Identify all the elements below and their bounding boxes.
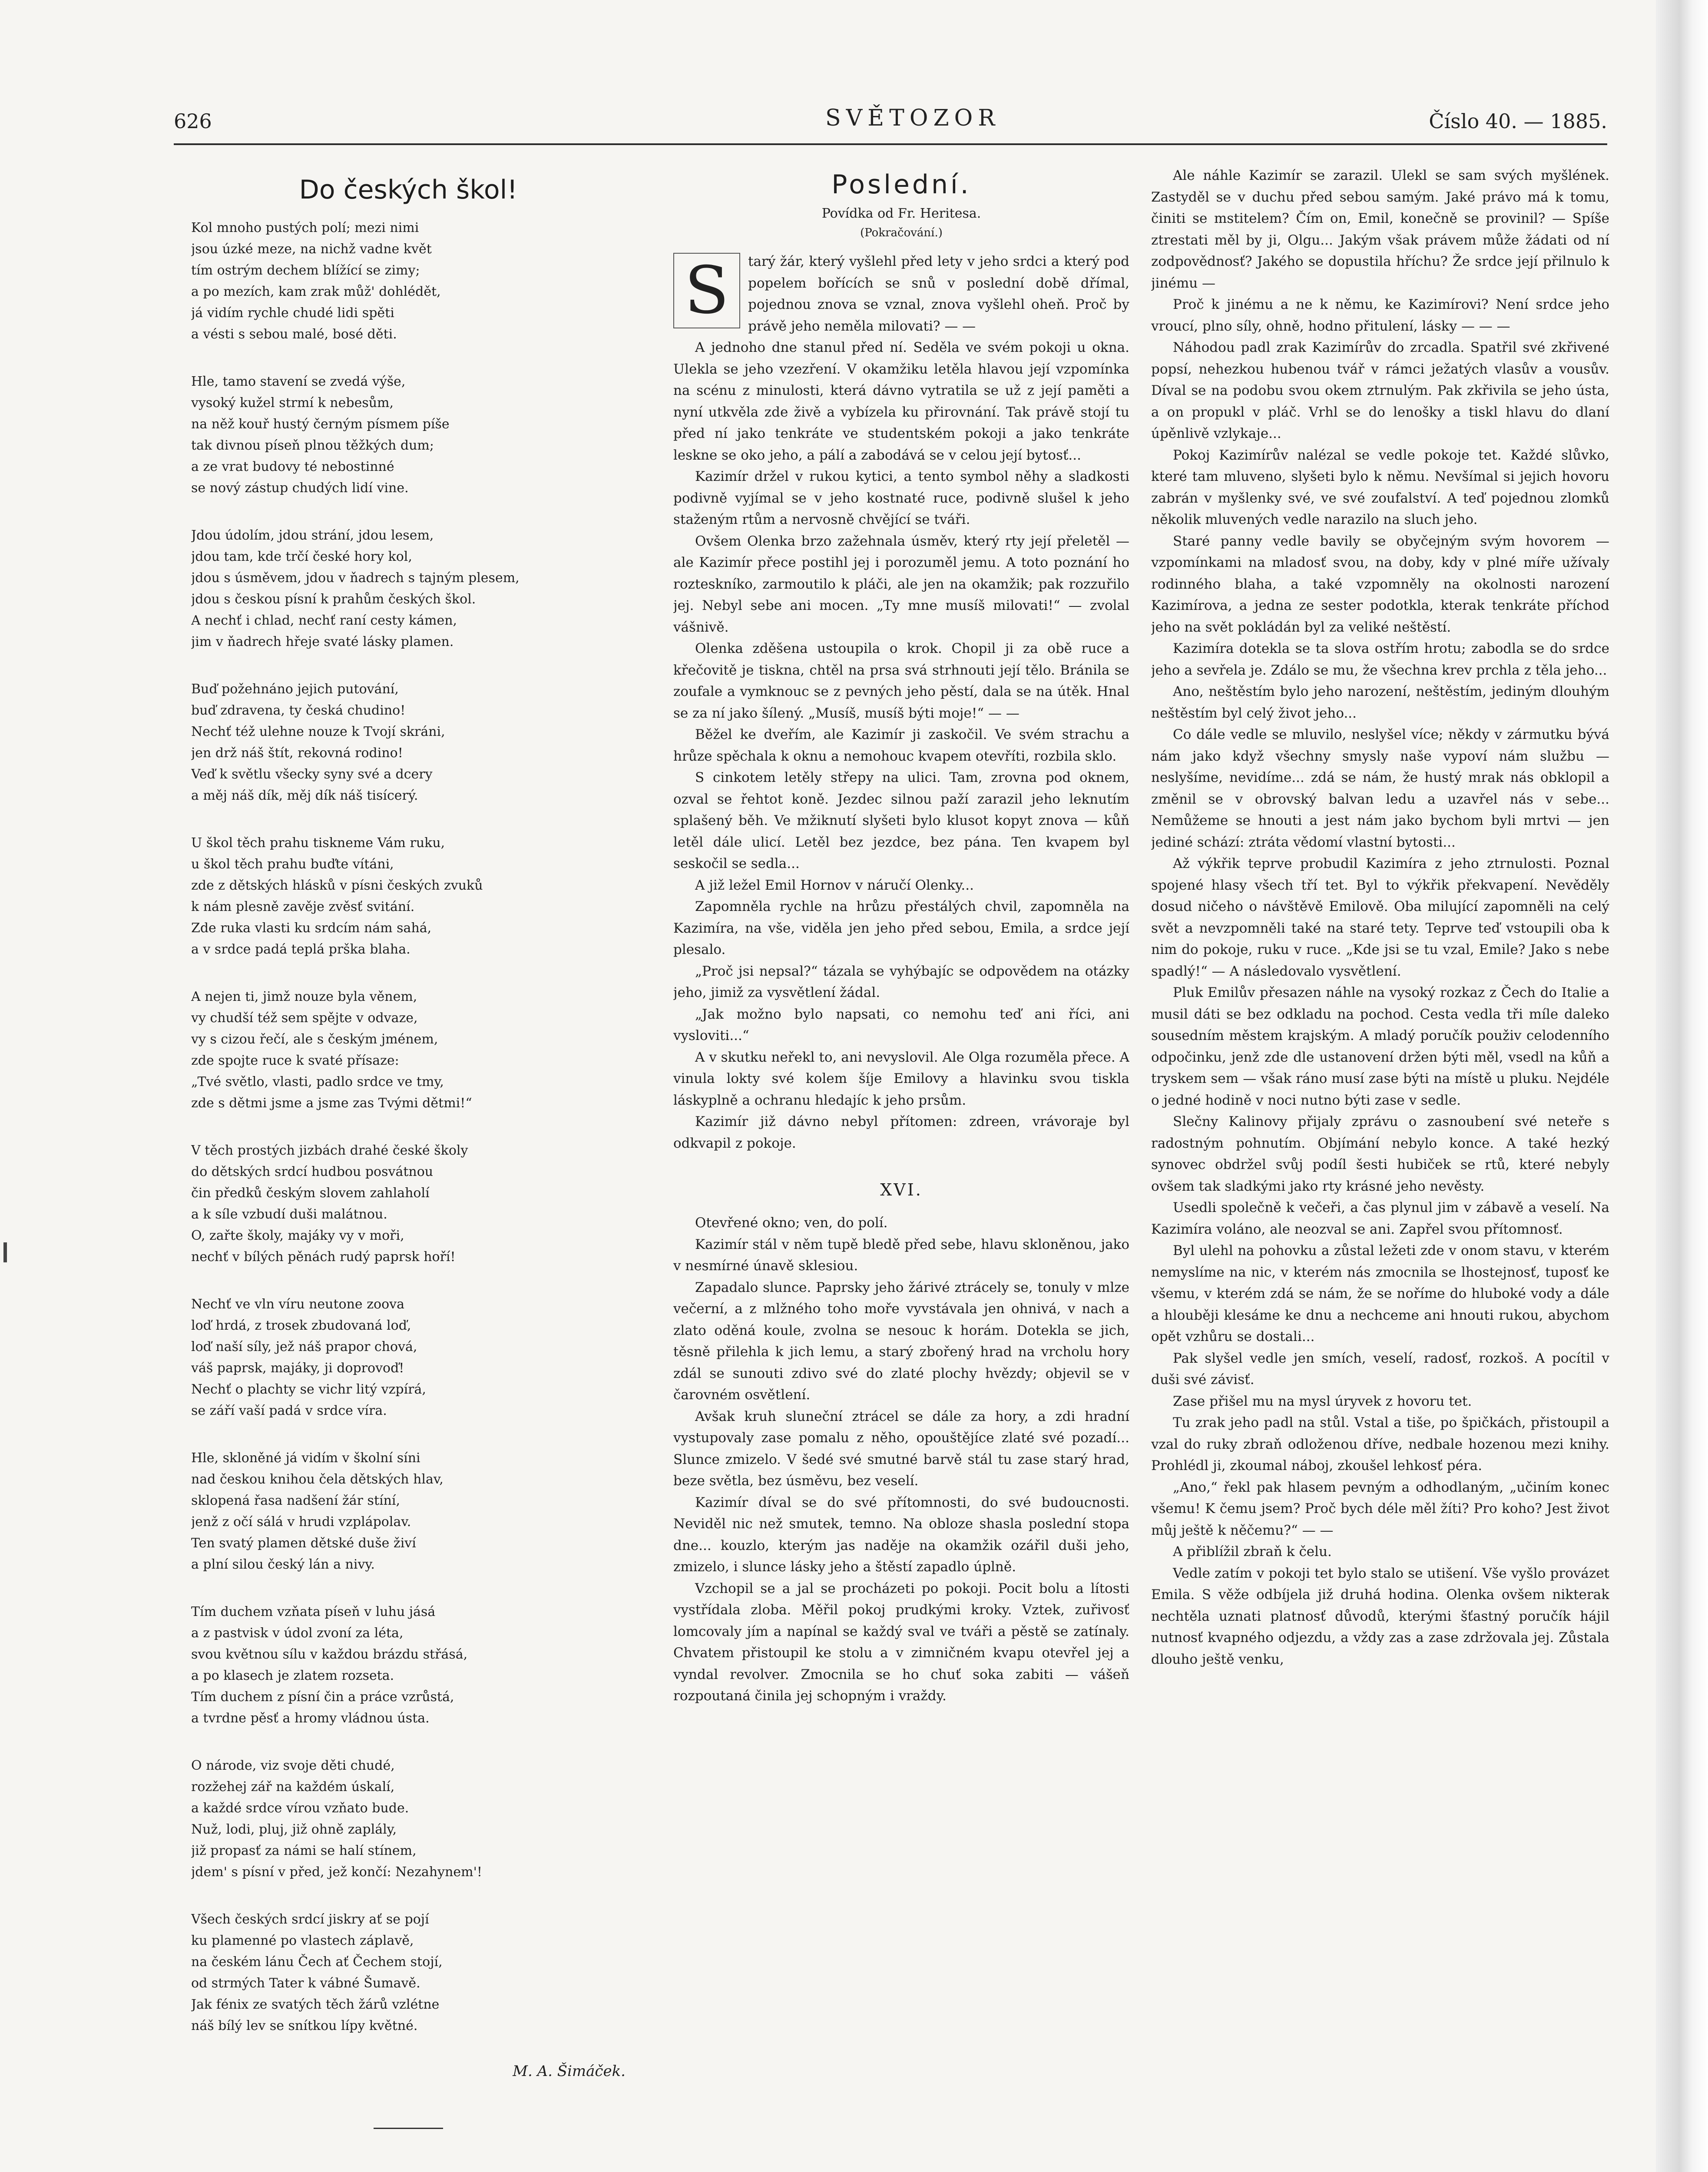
story-paragraph: Byl ulehl na pohovku a zůstal ležeti zde v onom stavu, v kterém nemyslíme na nic, v kterém nás zmocnila se lhostejnosť, tuposť ke všemu, v kterém zdá se nám, že se noříme do hluboké vody a dále a hlouběji klesáme ke dnu a nechceme ani hnouti rukou, abychom opět vzhůru se dostali...	[1151, 1243, 1609, 1344]
story-paragraph: Olenka zděšena ustoupila o krok. Chopil ji za obě ruce a křečovitě je tiskna, chtěl na prsa svá strhnouti její tělo. Bránila se zoufale a vymknouc se z pevných jeho pěstí, dala se na útěk. Hnal se za ní jako šílený. „Musíš, musíš býti moje!“ — —	[673, 641, 1129, 721]
poem-line: zde z dětských hlásků v písni českých zvuků	[191, 878, 483, 893]
poem-line: od strmých Tater k vábné Šumavě.	[191, 1976, 420, 1991]
poem-line: a z pastvisk v údol zvoní za léta,	[191, 1626, 404, 1641]
story-paragraph: Pluk Emilův přesazen náhle na vysoký rozkaz z Čech do Italie a musil dáti se bez odkladu na pochod. Cesta vedla tři míle daleko sousedním městem krajským. A mladý poručík použiv celodenního odpočinku, jenž zde dle ustanovení držen býti měl, vsedl na kůň a tryskem sem — však ráno musí zase býti na místě u pluku. Nejdéle o jedné hodině v noci nutno býti zase v sedle.	[1151, 985, 1609, 1108]
poem-line: a každé srdce vírou vzňato bude.	[191, 1801, 409, 1816]
poem-stanza	[191, 525, 626, 652]
poem-line: Nechť též ulehne nouze k Tvojí skráni,	[191, 724, 445, 739]
story-paragraphs-c	[1151, 165, 1609, 1670]
poem-line: a vésti s sebou malé, bosé děti.	[191, 327, 397, 342]
poem-line: u škol těch prahu buďte vítáni,	[191, 857, 394, 872]
story-paragraphs-b	[673, 1212, 1129, 1707]
poem-author: M. A. Šimáček.	[513, 2063, 626, 2080]
story-title: Poslední.	[831, 169, 971, 200]
story-paragraph: „Ano,“ řekl pak hlasem pevným a odhodlaným, „učiním konec všemu! K čemu jsem? Proč bych déle měl žíti? Pro koho? Jest život můj ještě k něčemu?“ — —	[1151, 1479, 1609, 1538]
poem-line: rozžehej zář na každém úskalí,	[191, 1779, 395, 1795]
poem-body	[191, 217, 626, 2036]
poem-line: čin předků českým slovem zahlaholí	[191, 1185, 430, 1201]
poem-line: Kol mnoho pustých polí; mezi nimi	[191, 220, 419, 235]
story-paragraph: A v skutku neřekl to, ani nevyslovil. Ale Olga rozuměla přece. A vinula lokty své kolem šíje Emilovy a hlavinku svou tiskla láskyplně a ochranu hledajíc k jeho prsům.	[673, 1049, 1129, 1108]
story-subtitle: Povídka od Fr. Heritesa.	[821, 206, 981, 221]
dropcap-letter: S	[684, 253, 729, 328]
poem-line: jdou s úsměvem, jdou v ňadrech s tajným plesem,	[191, 570, 520, 586]
poem-line: jsou úzké meze, na nichž vadne květ	[191, 242, 432, 257]
poem-line: Jdou údolím, jdou strání, jdou lesem,	[191, 528, 434, 543]
poem-line: a měj náš dík, měj dík náš tisícerý.	[191, 788, 418, 803]
story-paragraph: Kazimír již dávno nebyl přítomen: zdreen, vrávoraje byl odkvapil z pokoje.	[673, 1114, 1129, 1151]
story-paragraph: „Proč jsi nepsal?“ tázala se vyhýbajíc se odpovědem na otázky jeho, jimiž za vysvětlení žádal.	[673, 963, 1129, 1000]
poem-stanza	[191, 986, 626, 1114]
story-paragraph: Otevřené okno; ven, do polí.	[695, 1215, 888, 1231]
poem-line: Tím duchem vzňata píseň v luhu jásá	[191, 1604, 436, 1619]
story-paragraph: Ano, neštěstím bylo jeho narození, neštěstím, jediným dlouhým neštěstím byl celý život jeho...	[1151, 684, 1609, 721]
poem-stanza	[191, 217, 626, 345]
story-paragraph: Zase přišel mu na mysl úryvek z hovoru tet.	[1173, 1393, 1472, 1409]
poem-line: a plní silou český lán a nivy.	[191, 1557, 375, 1572]
poem-stanza	[191, 679, 626, 806]
poem-stanza	[191, 832, 626, 960]
poem-line: A nechť i chlad, nechť raní cesty kámen,	[191, 613, 457, 628]
poem-line: se září vaší padá v srdce víra.	[191, 1403, 387, 1418]
poem-line: Hle, tamo stavení se zvedá výše,	[191, 374, 406, 389]
poem-stanza	[191, 371, 626, 499]
poem-line: Jak fénix ze svatých těch žárů vzlétne	[191, 1997, 440, 2012]
story-paragraph: Náhodou padl zrak Kazimírův do zrcadla. Spatřil své zkřivené popsí, nehezkou hubenou tvář v rámci ježatých vlasův a vousův. Díval se na podobu svou okem ztrnulým. Pak zkřivila se jeho ústa, a on propukl v pláč. Vrhl se do lenošky a tiskl hlavu do dlaní úpěnlivě vzlykaje...	[1151, 340, 1609, 441]
margin-mark	[3, 1242, 7, 1262]
poem-line: a tvrdne pěsť a hromy vládnou ústa.	[191, 1711, 430, 1726]
story-paragraph: Kazimír držel v rukou kytici, a tento symbol něhy a sladkosti podivně vyjímal se v jeho kostnaté ruce, podivně slušel k jeho staženým rtům a nervosně chvějící se tváři.	[673, 469, 1129, 527]
story-continuation: (Pokračování.)	[860, 226, 943, 239]
story-paragraph: Pokoj Kazimírův nalézal se vedle pokoje tet. Každé slůvko, které tam mluveno, slyšeti bylo k němu. Nevšímal si jejich hovoru zabrán v myšlenky své, ve své zoufalství. A teď pojednou zlomků několik mluvených vedle narazilo na sluch jeho.	[1151, 447, 1609, 527]
poem-line: buď zdravena, ty česká chudino!	[191, 703, 406, 718]
poem-stanza	[191, 1447, 626, 1575]
poem-stanza	[191, 1294, 626, 1421]
poem-line: loď hrdá, z trosek zbudovaná loď,	[191, 1318, 411, 1333]
story-paragraph: Ovšem Olenka brzo zažehnala úsměv, který rty její přeletěl — ale Kazimír přece postihl jej i porozuměl jemu. A toto poznání ho rozteskníko, zarmoutilo k pláči, ale jen na okamžik; pak rozzuřilo jej. Nebyl sebe ani mocen. „Ty mne musíš milovati!“ — zvolal vášnivě.	[673, 533, 1129, 635]
poem-line: vysoký kužel strmí k nebesům,	[191, 395, 394, 411]
journal-title: SVĚTOZOR	[825, 105, 1000, 131]
poem-stanza	[191, 1755, 626, 1883]
story-paragraph: tarý žár, který vyšlehl před lety v jeho srdci a který pod popelem bořících se snů v poslední době dřímal, pojednou znova se vznal, znova vyšlehl oheň. Proč by právě jeho neměla milovati? — —	[748, 254, 1129, 334]
page-number: 626	[174, 109, 212, 133]
story-paragraph: Tu zrak jeho padl na stůl. Vstal a tiše, po špičkách, přistoupil a vzal do ruky zbraň odloženou dříve, nedbale hozenou mezi knihy. Prohlédl ji, zkoumal náboj, zkoušel lehkosť péra.	[1151, 1415, 1609, 1473]
poem-line: Nuž, lodi, pluj, již ohně zaplály,	[191, 1822, 397, 1837]
poem-line: jdem' s písní v před, jež končí: Nezahynem'!	[191, 1864, 482, 1880]
poem-stanza	[191, 1909, 626, 2036]
poem-line: zde spojte ruce k svaté přísaze:	[191, 1053, 399, 1068]
poem-column	[191, 165, 626, 2172]
story-paragraph: Vzchopil se a jal se procházeti po pokoji. Pocit bolu a lítosti vystřídala zloba. Měřil pokoj prudkými kroky. Vztek, zuřivosť lomcovaly jím a napínal se každý sval ve tváři a pěstě se zatínaly. Chvatem přistoupil ke stolu a v zimničném kvapu otevřel jej a vyndal revolver. Zmocnila se ho chuť soka zabiti — vášeň rozpoutaná činila jej schopným i vraždy.	[673, 1580, 1129, 1704]
section-number: XVI.	[880, 1180, 923, 1199]
poem-title: Do českých škol!	[299, 175, 518, 205]
story-paragraph: Co dále vedle se mluvilo, neslyšel více; někdy v zármutku bývá nám jako když všechny smysly naše vypoví nám službu — neslyšíme, nevidíme... zdá se nám, že hustý mrak nás obklopil a změnil se v obrovský balvan ledu a uzavřel nás v sebe... Nemůžeme se hnouti a jest nám jako bychom byli mrtvi — jen jediné schází: ztráta vědomí vlastní bytosti...	[1151, 727, 1609, 850]
story-paragraph: Usedli společně k večeři, a čas plynul jim v zábavě a veselí. Na Kazimíra voláno, ale neozval se ani. Zapřel svou přítomnosť.	[1151, 1200, 1609, 1237]
story-column-2	[1151, 165, 1609, 2172]
story-paragraph: Staré panny vedle bavily se obyčejným svým hovorem — vzpomínkami na mladosť svou, na doby, kdy v plné míře užívaly rodinného blaha, a také vzpomněly na okolnosti narození Kazimírova, a jedna ze sester podotkla, kterak tenkráte příchod jeho na svět pokládán byl za veliké neštěstí.	[1151, 533, 1609, 635]
poem-line: já vidím rychle chudé lidi spěti	[191, 305, 394, 321]
story-paragraph: S cinkotem letěly střepy na ulici. Tam, zrovna pod oknem, ozval se řehtot koně. Jezdec silnou paží zarazil jeho leknutím splašený běh. Ve mžiknutí slyšeti bylo klusot kopyt znova — kůň letěl dále ulicí. Letěl bez jezdce, bez pána. Ten kvapem byl seskočil se sedla...	[673, 770, 1129, 871]
poem-line: jim v ňadrech hřeje svaté lásky plamen.	[191, 634, 454, 649]
story-paragraph: „Jak možno bylo napsati, co nemohu teď ani říci, ani vysloviti...“	[673, 1006, 1129, 1043]
story-paragraph: A jednoho dne stanul před ní. Seděla ve svém pokoji u okna. Ulekla se jeho vzezření. V okamžiku letěla hlavou její vzpomínka na scénu z minulosti, která dávno vytratila se už z její paměti a nyní utkvěla zde živě a vybízela ku přirovnání. Tak právě stojí tu před ní jako tenkráte ve studentském pokoji a jako tenkráte leskne se oko jeho, a pálí a zabodává se v celou její bytosť...	[673, 340, 1129, 463]
poem-line: již propasť za námi se halí stínem,	[191, 1843, 417, 1858]
poem-line: vy chudší též sem spějte v odvaze,	[191, 1010, 418, 1026]
poem-line: a po mezích, kam zrak můž' dohlédět,	[191, 284, 441, 299]
story-paragraph: Zapadalo slunce. Paprsky jeho žárivé ztrácely se, tonuly v mlze večerní, a z mlžného toho moře vyvstávala jen ohnivá, v nach a zlato oděná koule, zvolna se nesouc k horám. Dotekla se jich, těsně přilehla k jich lemu, a starý zbořený hrad na vrcholu hory zdál se sunouti zdivo své do zlaté plochy hvězdy; objevil se v čarovném osvětlení.	[673, 1279, 1129, 1403]
poem-line: Nechť o plachty se vichr litý vzpírá,	[191, 1382, 426, 1397]
poem-line: nechť v bílých pěnách rudý paprsk hoří!	[191, 1249, 456, 1265]
poem-line: tak divnou píseň plnou těžkých dum;	[191, 438, 434, 453]
poem-line: náš bílý lev se snítkou lípy květné.	[191, 2018, 418, 2033]
story-paragraph: Avšak kruh sluneční ztrácel se dále za hory, a zdi hradní vystupovaly zase pomalu z něho, opouštějíce zlaté své pozadí... Slunce zmizelo. V šedé své smutné barvě stál tu zase starý hrad, beze světla, bez úsměvu, bez veselí.	[673, 1408, 1129, 1489]
poem-line: Zde ruka vlasti ku srdcím nám sahá,	[191, 920, 432, 936]
poem-line: loď naší síly, jež náš prapor chová,	[191, 1339, 417, 1354]
story-paragraph: Pak slyšel vedle jen smích, veselí, radosť, rozkoš. A pocítil v duši své závisť.	[1151, 1350, 1609, 1387]
poem-line: a po klasech je zlatem rozseta.	[191, 1668, 394, 1683]
poem-line: a v srdce padá teplá prška blaha.	[191, 942, 410, 957]
poem-line: „Tvé světlo, vlasti, padlo srdce ve tmy,	[191, 1074, 444, 1089]
story-paragraph: A přiblížil zbraň k čelu.	[1173, 1544, 1332, 1559]
poem-line: jdou tam, kde trčí české hory kol,	[191, 549, 412, 564]
story-column-1	[673, 165, 1129, 2172]
poem-line: do dětských srdcí hudbou posvátnou	[191, 1164, 434, 1179]
poem-line: Ten svatý plamen dětské duše živí	[191, 1536, 416, 1551]
story-paragraph: Zapomněla rychle na hrůzu přestálých chvil, zapomněla na Kazimíra, na vše, viděla jen jeho před sebou, Emila, a srdce její plesalo.	[673, 899, 1129, 957]
poem-line: váš paprsk, majáky, ji doprovoď!	[191, 1361, 404, 1376]
header-rule	[174, 143, 1607, 145]
poem-line: tím ostrým dechem blížící se zimy;	[191, 263, 420, 278]
end-rule	[374, 2128, 443, 2129]
poem-line: se nový zástup chudých lidí vine.	[191, 480, 409, 496]
poem-line: ku plamenné po vlastech záplavě,	[191, 1933, 414, 1948]
story-paragraph: Vedle zatím v pokoji tet bylo stalo se utišení. Vše vyšlo provázet Emila. S věže odbíjela již druhá hodina. Olenka ovšem nikterak nechtěla uznati platnosť důvodů, kterými šťastný poručík hájil nutnosť kvapného odjezdu, a vždy zas a zase zdržovala jej. Zůstala dlouho ještě venku,	[1151, 1565, 1609, 1667]
poem-line: O, zařte školy, majáky vy v moři,	[191, 1228, 404, 1243]
story-paragraph: Slečny Kalinovy přijaly zprávu o zasnoubení své neteře s radostným pohnutím. Objímání nebylo konce. A také hezký synovec obdržel svůj podíl šesti hubiček se rtů, které nebyly ovšem tak sladkými jako rty krásné jeho nevěsty.	[1151, 1114, 1609, 1194]
poem-line: na něž kouř hustý černým písmem píše	[191, 417, 450, 432]
story-paragraph: Kazimíra dotekla se ta slova ostřím hrotu; zabodla se do srdce jeho a sevřela je. Zdálo se mu, že všechna krev prchla z těla jeho...	[1151, 641, 1609, 678]
story-paragraph: Kazimír díval se do své přítomnosti, do své budoucnosti. Neviděl nic než smutek, temno. Na obloze shasla poslední stopa dne... kouzlo, kterým jas naděje na okamžik ozářil duši jeho, zmizelo, i slunce lásky jeho a štěstí zapadlo úplně.	[673, 1494, 1129, 1575]
issue-label: Číslo 40. — 1885.	[1429, 109, 1607, 133]
story-paragraph: Až výkřik teprve probudil Kazimíra z jeho ztrnulosti. Poznal spojené hlasy všech tří tet. Byl to výkřik překvapení. Nevěděly dosud ničeho o návštěvě Emilově. Oba milující zapomněli na celý svět a nevzpomněli také na staré tety. Teprve teď vstoupili oba k nim do pokoje, ruku v ruce. „Kde jsi se tu vzal, Emile? Jako s nebe spadlý!“ — A následovalo vysvětlení.	[1151, 856, 1609, 979]
poem-line: Buď požehnáno jejich putování,	[191, 682, 399, 697]
poem-line: A nejen ti, jimž nouze byla věnem,	[191, 989, 417, 1004]
story-paragraph: Proč k jinému a ne k němu, ke Kazimírovi? Není srdce jeho vroucí, plno síly, ohně, hodno přitulení, lásky — — —	[1151, 297, 1609, 334]
dropcap-ornament	[673, 253, 740, 328]
poem-line: V těch prostých jizbách drahé české školy	[191, 1143, 468, 1158]
poem-line: na českém lánu Čech ať Čechem stojí,	[191, 1954, 443, 1970]
poem-line: jen drž náš štít, rekovná rodino!	[191, 745, 403, 761]
page-header	[174, 101, 1607, 140]
poem-line: k nám plesně zavěje zvěsť svitání.	[191, 899, 415, 914]
poem-stanza	[191, 1601, 626, 1729]
poem-line: zde s dětmi jsme a jsme zas Tvými dětmi!“	[191, 1096, 472, 1111]
story-paragraph: Ale náhle Kazimír se zarazil. Ulekl se sam svých myšlének. Zastyděl se v duchu před sebou samým. Jaké právo má k tomu, činiti se mstitelem? Čím on, Emil, konečně se provinil? — Spíše ztrestati měl by ji, Olgu... Jakým však právem může žádati od ní zodpovědnosť? Jakého se dopustila hříchu? Že srdce její přilnulo k jinému —	[1151, 168, 1609, 291]
poem-line: Nechť ve vln víru neutone zoova	[191, 1297, 404, 1312]
story-paragraph: Kazimír stál v něm tupě bledě před sebe, hlavu skloněnou, jako v nesmírné únavě sklesiou.	[673, 1236, 1129, 1274]
poem-line: Veď k světlu všecky syny své a dcery	[191, 767, 433, 782]
poem-line: Všech českých srdcí jiskry ať se pojí	[191, 1912, 429, 1927]
poem-line: Tím duchem z písní čin a práce vzrůstá,	[191, 1689, 454, 1705]
poem-line: jenž z očí sálá v hrudi vzplápolav.	[191, 1514, 411, 1530]
poem-line: nad českou knihou čela dětských hlav,	[191, 1472, 444, 1487]
poem-line: Hle, skloněné já vidím v školní síni	[191, 1450, 420, 1466]
poem-line: svou květnou sílu v každou brázdu střásá,	[191, 1647, 468, 1662]
poem-line: a ze vrat budovy té nebostinné	[191, 459, 394, 474]
poem-line: vy s cizou řečí, ale s českým jménem,	[191, 1032, 438, 1047]
poem-stanza	[191, 1140, 626, 1268]
poem-line: sklopená řasa nadšení žár stíní,	[191, 1493, 401, 1508]
poem-line: O národe, viz svoje děti chudé,	[191, 1758, 395, 1773]
page-edge-shadow	[1656, 0, 1708, 2172]
poem-line: U škol těch prahu tiskneme Vám ruku,	[191, 835, 445, 851]
poem-line: jdou s českou písní k prahům českých škol.	[191, 592, 476, 607]
poem-line: a k síle vzbudí duši malátnou.	[191, 1207, 387, 1222]
story-paragraph: Běžel ke dveřím, ale Kazimír ji zaskočil. Ve svém strachu a hrůze spěchala k oknu a nemohouc kvapem otevříti, rozbila sklo.	[673, 727, 1129, 764]
story-paragraphs-a	[673, 251, 1129, 1154]
story-paragraph: A již ležel Emil Hornov v náručí Olenky...	[695, 877, 974, 893]
